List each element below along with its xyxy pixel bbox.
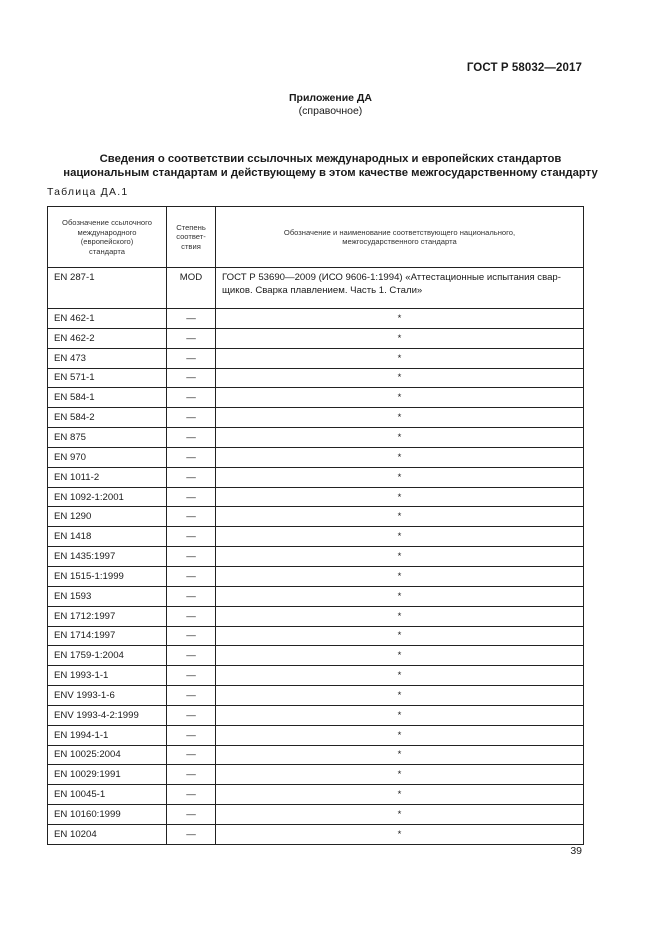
table-row — [48, 428, 584, 448]
reference-standard-cell: EN 1418 — [48, 527, 167, 547]
table-row — [48, 646, 584, 666]
national-standard-cell: * — [216, 388, 584, 408]
national-standard-cell: * — [216, 785, 584, 805]
reference-standard-cell: EN 1759-1:2004 — [48, 646, 167, 666]
national-standard-cell: * — [216, 309, 584, 329]
appendix-heading — [0, 92, 661, 118]
reference-standard-cell: EN 10029:1991 — [48, 765, 167, 785]
reference-standard-cell: EN 1593 — [48, 586, 167, 606]
table-row — [48, 527, 584, 547]
degree-cell: — — [167, 487, 216, 507]
national-standard-cell: * — [216, 467, 584, 487]
table-row — [48, 666, 584, 686]
table-row — [48, 765, 584, 785]
national-standard-cell: * — [216, 547, 584, 567]
table-row — [48, 824, 584, 844]
table-label: Таблица ДА.1 — [47, 186, 129, 198]
degree-cell: — — [167, 805, 216, 825]
table-row — [48, 686, 584, 706]
degree-cell: — — [167, 785, 216, 805]
degree-cell: — — [167, 527, 216, 547]
reference-standard-cell: EN 1712:1997 — [48, 606, 167, 626]
table-row — [48, 487, 584, 507]
table-header-row — [48, 207, 584, 268]
degree-cell: — — [167, 725, 216, 745]
table-row — [48, 566, 584, 586]
degree-cell: — — [167, 408, 216, 428]
national-standard-cell: * — [216, 507, 584, 527]
reference-standard-cell: EN 10160:1999 — [48, 805, 167, 825]
table-row — [48, 447, 584, 467]
degree-cell: — — [167, 388, 216, 408]
degree-cell: — — [167, 309, 216, 329]
degree-cell: — — [167, 348, 216, 368]
section-title-line-1: Сведения о соответствии ссылочных международных и европейских стандартов — [99, 153, 562, 165]
national-standard-cell: * — [216, 428, 584, 448]
table-row — [48, 467, 584, 487]
degree-cell: — — [167, 447, 216, 467]
reference-standard-cell: EN 1515-1:1999 — [48, 566, 167, 586]
national-standard-cell: * — [216, 447, 584, 467]
reference-standard-cell: ENV 1993-1-6 — [48, 686, 167, 706]
degree-cell: — — [167, 507, 216, 527]
table-row — [48, 805, 584, 825]
reference-standard-cell: EN 1435:1997 — [48, 547, 167, 567]
section-title-line-2: национальным стандартам и действующему в этом качестве межгосударственному стандарту — [63, 167, 598, 179]
reference-standard-cell: EN 1092-1:2001 — [48, 487, 167, 507]
reference-standard-cell: EN 1290 — [48, 507, 167, 527]
reference-standard-cell: EN 10204 — [48, 824, 167, 844]
national-standard-cell: * — [216, 586, 584, 606]
reference-standard-cell: EN 970 — [48, 447, 167, 467]
reference-standard-cell: ENV 1993-4-2:1999 — [48, 705, 167, 725]
table-row — [48, 705, 584, 725]
table-row — [48, 785, 584, 805]
degree-cell: — — [167, 646, 216, 666]
degree-cell: — — [167, 666, 216, 686]
national-standard-cell: * — [216, 686, 584, 706]
national-standard-cell: * — [216, 745, 584, 765]
table-row — [48, 368, 584, 388]
national-standard-cell: * — [216, 626, 584, 646]
table-row — [48, 348, 584, 368]
national-standard-cell: * — [216, 527, 584, 547]
national-standard-cell: ГОСТ Р 53690—2009 (ИСО 9606-1:1994) «Аттестационные испытания свар-щиков. Сварка плавлением. Часть 1. Стали» — [216, 268, 584, 309]
national-standard-cell: * — [216, 666, 584, 686]
reference-standard-cell: EN 287-1 — [48, 268, 167, 309]
national-standard-cell: * — [216, 765, 584, 785]
degree-cell: — — [167, 626, 216, 646]
reference-standard-cell: EN 1993-1-1 — [48, 666, 167, 686]
table-row — [48, 309, 584, 329]
reference-standard-cell: EN 473 — [48, 348, 167, 368]
page-number: 39 — [570, 845, 582, 857]
table-row — [48, 388, 584, 408]
degree-cell: — — [167, 606, 216, 626]
degree-cell: — — [167, 686, 216, 706]
degree-cell: — — [167, 547, 216, 567]
national-standard-cell: * — [216, 606, 584, 626]
table-row — [48, 328, 584, 348]
table-row — [48, 745, 584, 765]
national-standard-cell: * — [216, 805, 584, 825]
national-standard-cell: * — [216, 348, 584, 368]
national-standard-cell: * — [216, 824, 584, 844]
table-row — [48, 408, 584, 428]
correspondence-table — [47, 206, 584, 845]
header-degree: Степень соответ-ствия — [167, 207, 216, 268]
reference-standard-cell: EN 1994-1-1 — [48, 725, 167, 745]
national-standard-cell: * — [216, 487, 584, 507]
header-national-standard: Обозначение и наименование соответствующего национального, межгосударственного стандарта — [216, 207, 584, 268]
degree-cell: — — [167, 824, 216, 844]
section-title — [40, 152, 621, 180]
national-standard-cell: * — [216, 705, 584, 725]
degree-cell: — — [167, 705, 216, 725]
national-standard-cell: * — [216, 725, 584, 745]
degree-cell: — — [167, 586, 216, 606]
degree-cell: — — [167, 467, 216, 487]
degree-cell: — — [167, 328, 216, 348]
national-standard-cell: * — [216, 646, 584, 666]
table-row — [48, 586, 584, 606]
reference-standard-cell: EN 1011-2 — [48, 467, 167, 487]
reference-standard-cell: EN 875 — [48, 428, 167, 448]
table-row — [48, 268, 584, 309]
table-row — [48, 547, 584, 567]
reference-standard-cell: EN 462-1 — [48, 309, 167, 329]
table-row — [48, 606, 584, 626]
reference-standard-cell: EN 1714:1997 — [48, 626, 167, 646]
reference-standard-cell: EN 10025:2004 — [48, 745, 167, 765]
reference-standard-cell: EN 584-1 — [48, 388, 167, 408]
table-row — [48, 725, 584, 745]
header-reference-standard: Обозначение ссылочного международного (европейского) стандарта — [48, 207, 167, 268]
table-row — [48, 507, 584, 527]
table-row — [48, 626, 584, 646]
degree-cell: MOD — [167, 268, 216, 309]
national-standard-cell: * — [216, 368, 584, 388]
appendix-subtitle: (справочное) — [298, 105, 363, 117]
degree-cell: — — [167, 566, 216, 586]
reference-standard-cell: EN 571-1 — [48, 368, 167, 388]
reference-standard-cell: EN 462-2 — [48, 328, 167, 348]
degree-cell: — — [167, 368, 216, 388]
national-standard-cell: * — [216, 566, 584, 586]
document-code: ГОСТ Р 58032—2017 — [466, 62, 582, 74]
degree-cell: — — [167, 765, 216, 785]
national-standard-cell: * — [216, 328, 584, 348]
degree-cell: — — [167, 428, 216, 448]
reference-standard-cell: EN 10045-1 — [48, 785, 167, 805]
degree-cell: — — [167, 745, 216, 765]
reference-standard-cell: EN 584-2 — [48, 408, 167, 428]
national-standard-cell: * — [216, 408, 584, 428]
appendix-title: Приложение ДА — [289, 92, 372, 104]
